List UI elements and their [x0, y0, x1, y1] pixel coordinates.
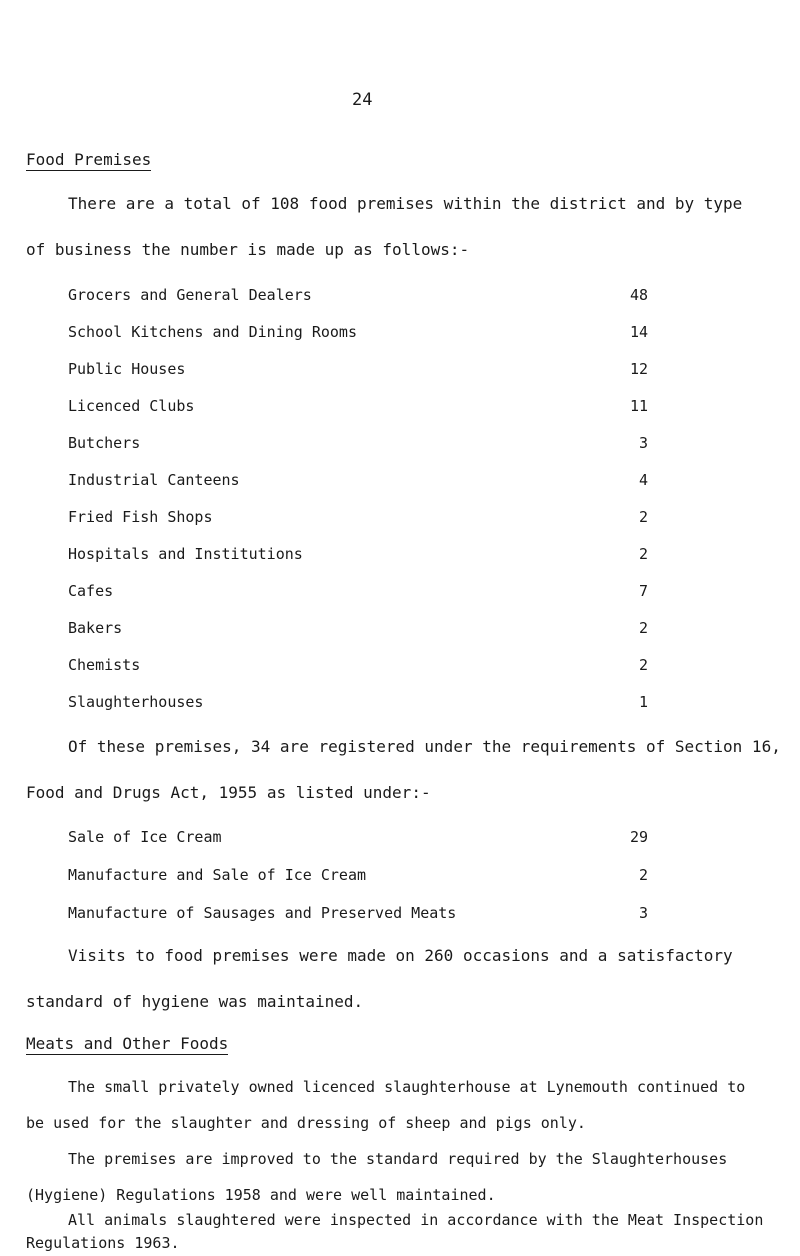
item-value: 14: [629, 323, 648, 341]
meats-p2-line-2: (Hygiene) Regulations 1958 and were well maintained.: [26, 1186, 496, 1204]
meats-p2-line-1: The premises are improved to the standard required by the Slaughterhouses: [68, 1150, 728, 1168]
item-label: Manufacture and Sale of Ice Cream: [68, 866, 367, 884]
item-label: Fried Fish Shops: [68, 508, 213, 526]
item-value: 2: [638, 656, 648, 674]
item-label: Chemists: [68, 656, 141, 674]
item-label: Public Houses: [68, 360, 186, 378]
item-label: Sale of Ice Cream: [68, 828, 222, 846]
section-heading-food-premises: Food Premises: [26, 150, 152, 169]
meats-p1-line-2: be used for the slaughter and dressing of sheep and pigs only.: [26, 1114, 586, 1132]
item-value: 11: [629, 397, 648, 415]
intro-line-1: There are a total of 108 food premises within the district and by type: [68, 194, 743, 213]
registered-line-2: Food and Drugs Act, 1955 as listed under:-: [26, 783, 431, 802]
item-value: 2: [638, 545, 648, 563]
page-number: 24: [352, 90, 373, 110]
item-label: Cafes: [68, 582, 114, 600]
item-value: 48: [629, 286, 648, 304]
item-value: 4: [638, 471, 648, 489]
item-label: Hospitals and Institutions: [68, 545, 303, 563]
item-label: Grocers and General Dealers: [68, 286, 312, 304]
item-label: Bakers: [68, 619, 123, 637]
visits-line-1: Visits to food premises were made on 260 occasions and a satisfactory: [68, 946, 733, 965]
meats-p3-line-1: All animals slaughtered were inspected in accordance with the Meat Inspection: [68, 1211, 764, 1229]
item-value: 2: [638, 866, 648, 884]
item-label: Licenced Clubs: [68, 397, 195, 415]
item-value: 7: [638, 582, 648, 600]
section-heading-meats: Meats and Other Foods: [26, 1034, 229, 1053]
item-value: 3: [638, 904, 648, 922]
item-label: School Kitchens and Dining Rooms: [68, 323, 357, 341]
meats-p3-line-2: Regulations 1963.: [26, 1234, 180, 1252]
item-label: Manufacture of Sausages and Preserved Meats: [68, 904, 457, 922]
item-value: 29: [629, 828, 648, 846]
item-label: Industrial Canteens: [68, 471, 240, 489]
item-value: 3: [638, 434, 648, 452]
item-value: 2: [638, 508, 648, 526]
registered-line-1: Of these premises, 34 are registered under the requirements of Section 16,: [68, 737, 781, 756]
item-value: 2: [638, 619, 648, 637]
item-label: Slaughterhouses: [68, 693, 204, 711]
visits-line-2: standard of hygiene was maintained.: [26, 992, 364, 1011]
item-label: Butchers: [68, 434, 141, 452]
item-value: 12: [629, 360, 648, 378]
intro-line-2: of business the number is made up as follows:-: [26, 240, 470, 259]
item-value: 1: [638, 693, 648, 711]
meats-p1-line-1: The small privately owned licenced slaughterhouse at Lynemouth continued to: [68, 1078, 746, 1096]
